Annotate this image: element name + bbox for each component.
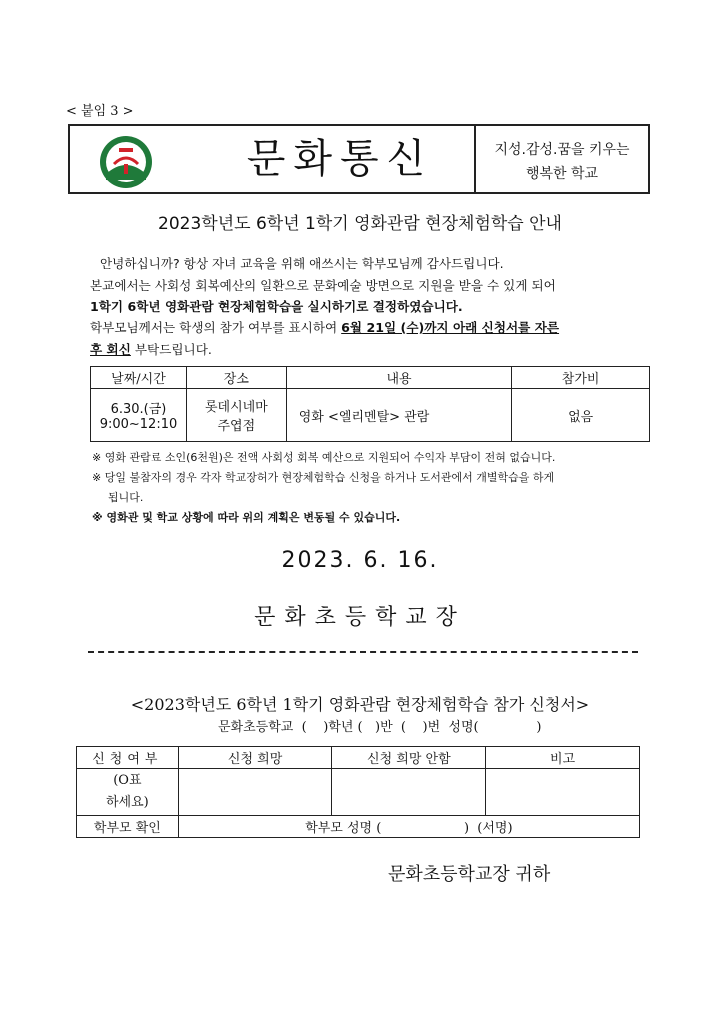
schedule-row (91, 389, 650, 442)
request-suffix: 부탁드립니다. (130, 342, 212, 357)
motto-line-1: 지성.감성.꿈을 키우는 (494, 142, 630, 158)
header-fee: 참가비 (512, 367, 650, 389)
place-line-1: 롯데시네마 (204, 400, 268, 415)
note-fee: ※ 영화 관람료 소인(6천원)은 전액 사회성 회복 예산으로 지원되어 수익자 부담이 전혀 없습니다. (92, 451, 556, 464)
col-apply: 신청 희망 (178, 747, 332, 769)
school-motto (474, 126, 648, 192)
header-date: 날짜/시간 (91, 367, 187, 389)
remarks-cell[interactable] (486, 769, 640, 816)
paragraph-greeting: 안녕하십니까? 항상 자녀 교육을 위해 애쓰시는 학부모님께 감사드립니다. (100, 256, 504, 271)
note-change: ※ 영화관 및 학교 상황에 따라 위의 계획은 변동될 수 있습니다. (92, 511, 401, 524)
note-absence-line-1: ※ 당일 불참자의 경우 각자 학교장허가 현장체험학습 신청을 하거나 도서관에서 개별학습을 하게 (92, 471, 555, 484)
schedule-header-row (91, 367, 650, 389)
paragraph-request (90, 318, 650, 338)
header-content: 내용 (286, 367, 512, 389)
schedule-datetime (91, 389, 187, 442)
parent-check-label: 학부모 확인 (77, 816, 179, 838)
paragraph-request-cont (90, 340, 650, 360)
col-remarks: 비고 (486, 747, 640, 769)
motto-line-2: 행복한 학교 (525, 166, 599, 182)
note-absence (92, 468, 652, 508)
request-deadline: 6월 21일 (수)까지 아래 신청서를 자른 (341, 320, 560, 335)
schedule-table (90, 366, 650, 442)
no-apply-checkbox-cell[interactable] (332, 769, 486, 816)
notice-title: 2023학년도 6학년 1학기 영화관람 현장체험학습 안내 (158, 214, 562, 234)
header-place: 장소 (186, 367, 286, 389)
school-logo-icon (98, 134, 154, 190)
parent-row (77, 816, 640, 838)
apply-header-row (77, 747, 640, 769)
apply-checkbox-cell[interactable] (178, 769, 332, 816)
issue-date: 2023. 6. 16. (281, 548, 439, 573)
paragraph-decision: 1학기 6학년 영화관람 현장체험학습을 실시하기로 결정하였습니다. (90, 299, 463, 314)
schedule-place (186, 389, 286, 442)
newsletter-title: 문화통신 (246, 136, 434, 182)
apply-label-line-1: 신청여부 (77, 747, 179, 769)
schedule-date: 6.30.(금) (110, 402, 167, 417)
apply-input-row (77, 769, 640, 816)
request-prefix: 학부모님께서는 학생의 참가 여부를 표시하여 (90, 320, 342, 335)
place-line-2: 주엽점 (217, 419, 256, 434)
form-title: <2023학년도 6학년 1학기 영화관람 현장체험학습 참가 신청서> (130, 695, 590, 714)
application-table (76, 746, 640, 838)
principal-title: 문화초등학교장 (254, 605, 466, 630)
cut-line (88, 651, 638, 653)
attachment-label: < 붙임 3 > (66, 104, 134, 119)
form-student-info: 문화초등학교 ( )학년 ( )반 ( )번 성명( ) (218, 720, 542, 735)
paragraph-background: 본교에서는 사회성 회복예산의 일환으로 문화예술 방면으로 지원을 받을 수 있게 되어 (90, 278, 556, 293)
note-absence-line-2: 됩니다. (108, 491, 144, 504)
col-no-apply: 신청 희망 안함 (332, 747, 486, 769)
apply-label-line-2: (O표 (113, 773, 142, 788)
apply-label-line-3: 하세요) (106, 795, 149, 810)
parent-name-field[interactable]: 학부모 성명 ( ) (서명) (178, 816, 639, 838)
signature-line: 문화초등학교장 귀하 (388, 864, 551, 885)
schedule-time: 9:00~12:10 (99, 417, 178, 432)
apply-label-cell (77, 769, 179, 816)
schedule-content: 영화 <엘리멘탈> 관람 (286, 389, 512, 442)
schedule-fee: 없음 (512, 389, 650, 442)
newsletter-header (68, 124, 650, 194)
request-return: 후 회신 (90, 342, 131, 357)
